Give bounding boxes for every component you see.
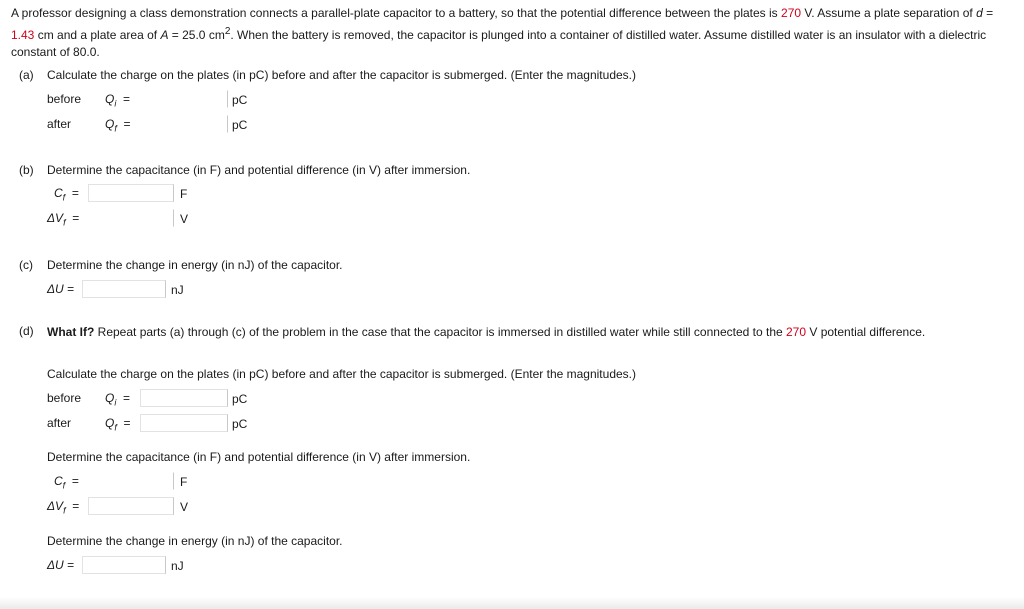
d-dvf-label: $\Delta V_f$ = xyxy=(47,499,80,516)
qf-label: $Q_f$ = xyxy=(105,117,131,134)
cf-label: $C_f$ = xyxy=(54,186,79,203)
part-b-prompt: Determine the capacitance (in F) and potential difference (in V) after immersion. xyxy=(47,163,471,177)
part-d-dvf-unit: V xyxy=(180,500,189,514)
part-d-du-input[interactable] xyxy=(82,556,166,574)
part-c-tag: (c) xyxy=(19,258,33,272)
after-label: after xyxy=(47,117,72,131)
d-qi-label: $Q_i$ = xyxy=(105,391,131,408)
d-after-label: after xyxy=(47,416,72,430)
qi-label: $Q_i$ = xyxy=(105,92,131,109)
part-a-qf-unit: pC xyxy=(232,118,248,132)
part-d-a-prompt: Calculate the charge on the plates (in pC) before and after the capacitor is submerged. (Enter the magnitudes.) xyxy=(47,367,636,381)
dvf-label: $\Delta V_f$ = xyxy=(47,211,80,228)
part-a-qi-input[interactable] xyxy=(140,90,228,108)
part-b-dvf-input[interactable] xyxy=(88,209,174,227)
voltage-value: 270 xyxy=(781,6,802,20)
part-b-tag: (b) xyxy=(19,163,34,177)
part-d-cf-input[interactable] xyxy=(88,472,174,490)
part-a-tag: (a) xyxy=(19,68,34,82)
part-d-qf-input[interactable] xyxy=(140,414,228,432)
part-a-qf-input[interactable] xyxy=(140,115,228,133)
part-a-prompt: Calculate the charge on the plates (in pC) before and after the capacitor is submerged. (Enter the magnitudes.) xyxy=(47,68,636,82)
d-cf-label: $C_f$ = xyxy=(54,474,79,491)
part-d-dvf-input[interactable] xyxy=(88,497,174,515)
bottom-shadow xyxy=(0,597,1024,609)
part-d-cf-unit: F xyxy=(180,475,188,489)
part-d-prompt: What If? Repeat parts (a) through (c) of the problem in the case that the capacitor is immersed in distilled water while still connected to the 270 V potential difference. xyxy=(47,325,926,339)
d-qf-label: $Q_f$ = xyxy=(105,416,131,433)
before-label: before xyxy=(47,92,82,106)
part-d-b-prompt: Determine the capacitance (in F) and potential difference (in V) after immersion. xyxy=(47,450,471,464)
separation-value: 1.43 xyxy=(11,27,35,42)
part-c-du-input[interactable] xyxy=(82,280,166,298)
part-d-qi-unit: pC xyxy=(232,392,248,406)
part-d-c-prompt: Determine the change in energy (in nJ) of the capacitor. xyxy=(47,534,343,548)
part-b-cf-unit: F xyxy=(180,187,188,201)
part-b-dvf-unit: V xyxy=(180,212,189,226)
part-d-qf-unit: pC xyxy=(232,417,248,431)
part-b-cf-input[interactable] xyxy=(88,184,174,202)
part-d-tag: (d) xyxy=(19,324,34,338)
part-d-du-unit: nJ xyxy=(171,559,184,573)
part-d-qi-input[interactable] xyxy=(140,389,228,407)
d-before-label: before xyxy=(47,391,82,405)
part-c-du-unit: nJ xyxy=(171,283,184,297)
part-c-prompt: Determine the change in energy (in nJ) of the capacitor. xyxy=(47,258,343,272)
du-label: ΔU = xyxy=(47,282,75,296)
part-a-qi-unit: pC xyxy=(232,93,248,107)
problem-statement: A professor designing a class demonstration connects a parallel-plate capacitor to a battery, so that the potential difference between the plates is 270 V. Assume a plate separation of d = 1.43 cm and a plate area of A = 25.0 $cm^2$. When the battery is removed, the capacitor is plunged into a container of distilled water. Assume distilled water is an insulator with a dielectric constant of 80.0. xyxy=(11,6,994,59)
d-du-label: ΔU = xyxy=(47,558,75,572)
